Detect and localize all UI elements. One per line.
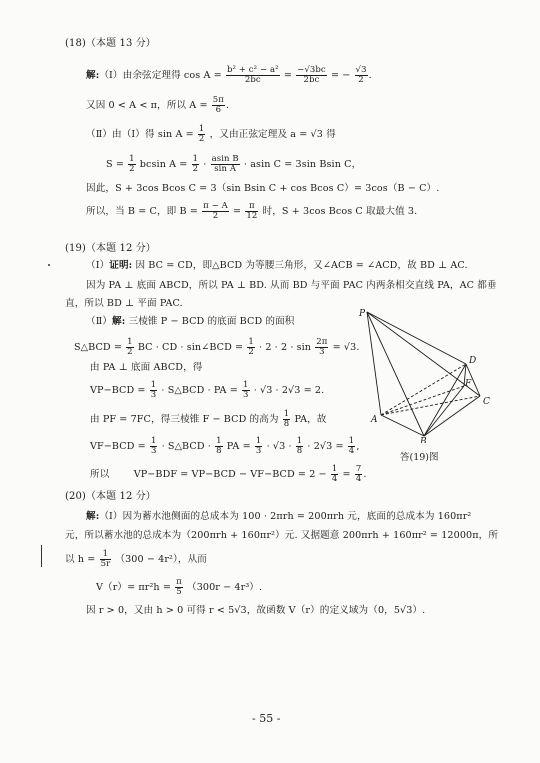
q18-l1-eq2: = − (330, 70, 351, 81)
label-D: D (469, 356, 477, 366)
label-P: P (359, 309, 366, 319)
q19-line-1 (86, 260, 468, 272)
q18-l2-frac: $\frac{5\pi}{6}$ (212, 95, 224, 115)
q19-l9-text-e: · 2√3 = (307, 441, 344, 452)
q20-l4-text-b: （300r − 4r³）. (187, 582, 263, 593)
q19-l8-text-b: PA，故 (294, 414, 327, 425)
q19-line-7 (90, 381, 324, 400)
q19-l7-text-b: · S△BCD · PA = (161, 385, 238, 396)
q18-l4-frac3: $\frac{\text{asin B}}{\text{sin A}}$ (211, 154, 239, 174)
q19-l5-text-c: · 2 · 2 · sin (259, 342, 312, 353)
q20-line-1 (86, 511, 471, 523)
edge-PC (367, 312, 480, 396)
q19-l10-end: . (363, 469, 367, 480)
q18-solution-label: 解: (86, 70, 100, 81)
q19-l10-frac2: $\frac{7}{4}$ (355, 464, 362, 484)
q19-l1-part: （Ⅰ） (86, 260, 110, 271)
q18-line-1 (86, 66, 372, 85)
q18-l4-text: S = (106, 159, 124, 170)
q18-line-5: 因此，S + 3cos Bcos C = 3（sin Bsin C + cos Bcos C）= 3cos（B − C）. (86, 183, 440, 194)
q18-header: (18)（本题 13 分） (65, 38, 156, 49)
q18-l6-frac2: $\frac{\pi}{12}$ (246, 201, 258, 221)
q18-l6-eq: = (233, 206, 242, 217)
q19-l7-frac2: $\frac{1}{3}$ (243, 380, 249, 400)
q18-l1-eq: = (283, 70, 292, 81)
q19-solution-label: 解: (112, 316, 126, 327)
q19-l9-text-c: PA = (226, 441, 251, 452)
q18-l1-frac2: $\frac{-√3bc}{2bc}$ (297, 65, 326, 85)
q18-l1-text: （Ⅰ）由余弦定理得 cos A = (99, 70, 222, 81)
q19-l9-frac5: $\frac{1}{4}$ (348, 436, 355, 456)
q18-l6-text: 所以，当 B = C，即 B = (86, 206, 198, 217)
q19-line-2: 因为 PA ⊥ 底面 ABCD，所以 PA ⊥ BD. 从而 BD 与平面 PAC 内两条相交直线 PA，AC 都垂 (86, 280, 497, 291)
label-C: C (483, 397, 490, 407)
q19-l5-frac3: $\frac{2\pi}{3}$ (316, 337, 328, 357)
q19-l9-frac3: $\frac{1}{3}$ (255, 436, 262, 456)
q20-header: (20)（本题 12 分） (65, 491, 156, 502)
q19-l7-text-c: · √3 · 2√3 = 2. (253, 385, 325, 396)
q20-l4-text: V（r）= πr²h = (96, 582, 171, 593)
edge-BF (424, 386, 464, 436)
q20-solution-label: 解: (86, 511, 100, 522)
q19-l10-text-b: VP−BDF = VP−BCD − VF−BCD = 2 − (133, 469, 327, 480)
q18-l6-text-c: 时，S + 3cos Bcos C 取最大值 3. (262, 206, 418, 217)
q20-line-5: 因 r > 0，又由 h > 0 可得 r < 5√3，故函数 V（r）的定义域为（0，5√3）. (86, 605, 426, 616)
q18-l4-text-b: bcsin A = (139, 159, 188, 170)
q19-line-10 (90, 465, 367, 484)
q19-l10-frac1: $\frac{1}{4}$ (331, 464, 338, 484)
q19-l9-end: , (356, 441, 360, 452)
q19-l1-text: 因 BC = CD，即△BCD 为等腰三角形，又∠ACB = ∠ACD，故 BD ⊥ AC. (135, 260, 468, 271)
q19-l9-frac2: $\frac{1}{8}$ (216, 436, 222, 456)
q18-l3-frac: $\frac{1}{2}$ (198, 124, 205, 144)
q18-l2-text: 又因 0 < A < π，所以 A = (86, 100, 208, 111)
q18-line-2 (86, 96, 229, 115)
q19-header: (19)（本题 12 分） (65, 243, 156, 254)
q20-line-4 (96, 578, 262, 597)
edge-AC (381, 396, 480, 415)
q18-l1-frac3: $\frac{√3}{2}$ (355, 65, 367, 85)
q19-l8-frac: $\frac{1}{8}$ (283, 409, 290, 429)
q19-l5-text-b: BC · CD · sin∠BCD = (137, 342, 244, 353)
q19-line-5 (74, 338, 359, 357)
q19-l5-frac2: $\frac{1}{2}$ (248, 337, 254, 357)
q20-l1-text: （Ⅰ）因为蓄水池侧面的总成本为 100 · 2πrh = 200πrh 元，底面的总成本为 160πr² (99, 511, 472, 522)
figure-caption: 答(19)图 (400, 452, 439, 463)
margin-dot (48, 264, 50, 266)
q18-l4-frac2: $\frac{1}{2}$ (192, 154, 199, 174)
q19-l10-eq: = (342, 469, 351, 480)
margin-mark (41, 545, 42, 567)
q18-l1-end: . (368, 70, 372, 81)
label-B: B (420, 437, 427, 443)
q19-l9-text-b: · S△BCD · (161, 441, 211, 452)
q18-line-3 (86, 125, 336, 144)
q20-l3-text-b: （300 − 4r²），从而 (115, 554, 207, 565)
page-number: - 55 - (252, 712, 281, 725)
q20-l3-text: 以 h = (65, 554, 96, 565)
edge-PD (367, 312, 466, 364)
q19-proof-label: 证明: (109, 260, 133, 271)
q18-l2-end: . (225, 100, 230, 111)
q19-l9-frac4: $\frac{1}{8}$ (296, 436, 303, 456)
q19-l8-text: 由 PF = 7FC，得三棱锥 F − BCD 的高为 (90, 414, 279, 425)
label-F: F (465, 379, 472, 389)
q19-l9-text: VF−BCD = (90, 441, 146, 452)
q18-l6-frac1: $\frac{\pi - A}{2}$ (203, 201, 228, 221)
q19-l4-text: 三棱锥 P − BCD 的底面 BCD 的面积 (128, 316, 295, 327)
q19-line-4 (86, 316, 294, 328)
q20-l4-frac: $\frac{\pi}{5}$ (176, 577, 182, 597)
q19-line-3: 直，所以 BD ⊥ 平面 PAC. (65, 298, 183, 309)
q18-l3-text-b: ，又由正弦定理及 a = √3 得 (209, 129, 336, 140)
q18-l1-frac1: $\frac{\text{b² + c² − a²}}{2bc}$ (226, 65, 279, 85)
q18-l4-text-d: · asin C = 3sin Bsin C， (243, 159, 362, 170)
q19-l9-text-d: · √3 · (266, 441, 292, 452)
edge-AF (381, 386, 464, 415)
q18-l3-text: （Ⅱ）由（Ⅰ）得 sin A = (86, 129, 194, 140)
q18-l4-dot: · (203, 159, 207, 170)
q19-line-6: 由 PA ⊥ 底面 ABCD，得 (90, 362, 203, 373)
q20-line-3 (65, 550, 207, 569)
q20-l3-frac: $\frac{1}{5r}$ (100, 549, 111, 569)
edge-AB (381, 415, 424, 436)
label-A: A (371, 415, 378, 425)
q19-line-9 (90, 437, 359, 456)
pyramid-figure (356, 308, 496, 443)
q19-l5-frac1: $\frac{1}{2}$ (127, 337, 133, 357)
q19-l10-text: 所以 (90, 469, 110, 480)
q19-l7-frac1: $\frac{1}{3}$ (150, 380, 157, 400)
q19-l4-part: （Ⅱ） (86, 316, 113, 327)
q19-l9-frac1: $\frac{1}{3}$ (150, 436, 157, 456)
q19-l7-text: VP−BCD = (90, 385, 146, 396)
q18-line-6 (86, 202, 417, 221)
q18-line-4 (106, 155, 361, 174)
q19-l5-text-d: = √3. (332, 342, 360, 353)
q18-l4-frac1: $\frac{1}{2}$ (129, 154, 135, 174)
edge-BC (424, 396, 480, 436)
q19-line-8 (90, 410, 327, 429)
q19-l5-text: S△BCD = (74, 342, 122, 353)
q20-line-2: 元，所以蓄水池的总成本为（200πrh + 160πr²）元. 又据题意 200πrh + 160πr² = 12000π，所 (65, 530, 499, 541)
